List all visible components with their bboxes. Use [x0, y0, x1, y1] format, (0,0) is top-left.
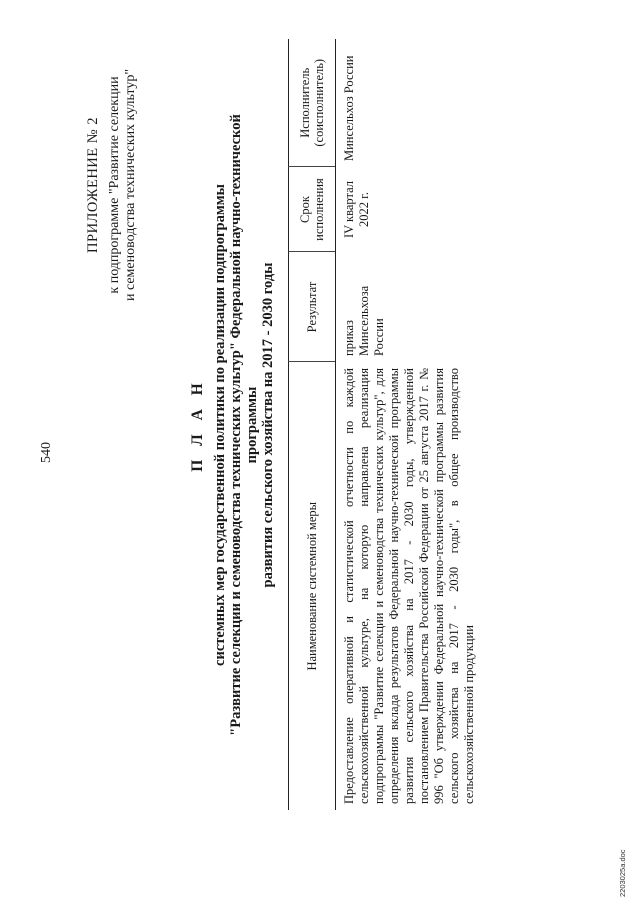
appendix-number: ПРИЛОЖЕНИЕ № 2 [85, 117, 101, 253]
document-id: 2203025а.doc [618, 849, 627, 897]
column-header-term: Срок исполнения [289, 167, 336, 252]
column-header-name: Наименование системной меры [289, 362, 336, 810]
cell-executor: Минсельхоз России [342, 55, 356, 161]
cell-result: приказ Минсельхоза России [342, 285, 386, 356]
subtitle-line-3: развития сельского хозяйства на 2017 - 2030 годы [260, 262, 276, 588]
appendix-line-3: и семеноводства технических культур" [123, 68, 138, 302]
measures-table [288, 39, 483, 810]
appendix-line-2: к подпрограмме "Развитие селекции [107, 76, 122, 294]
table-row [336, 39, 484, 810]
cell-term: IV квартал 2022 г. [342, 180, 371, 239]
subtitle-line-1: системных мер государственной политики по реализации подпрограммы [212, 184, 228, 666]
document-title: П Л А Н [189, 378, 206, 472]
column-header-executor: Исполнитель (соисполнитель) [289, 39, 336, 167]
cell-measure-name: Предоставление оперативной и статистической отчетности по каждой сельскохозяйственной культуре, на которую направлена реализация подпрограммы "Развитие селекции и семеноводства технических культур", для определения вклада результатов Федеральной научно-технической программы развития сельского хозяйства на 2017 - 2030 годы, утвержденной постановлением Правительства Российской Федерации от 25 августа 2017 г. № 996 "Об утверждении Федеральной научно-технической программы развития сельского хозяйства на 2017 - 2030 годы", в общее производство сельскохозяйственной продукции [342, 368, 476, 804]
appendix-header [85, 35, 139, 335]
table-header-row [289, 39, 336, 810]
document-title-block [190, 105, 276, 745]
subtitle-line-2: "Развитие селекции и семеноводства технических культур" Федеральной научно-технической программы [228, 114, 260, 736]
column-header-result: Результат [289, 252, 336, 362]
page-number: 540 [39, 442, 54, 463]
